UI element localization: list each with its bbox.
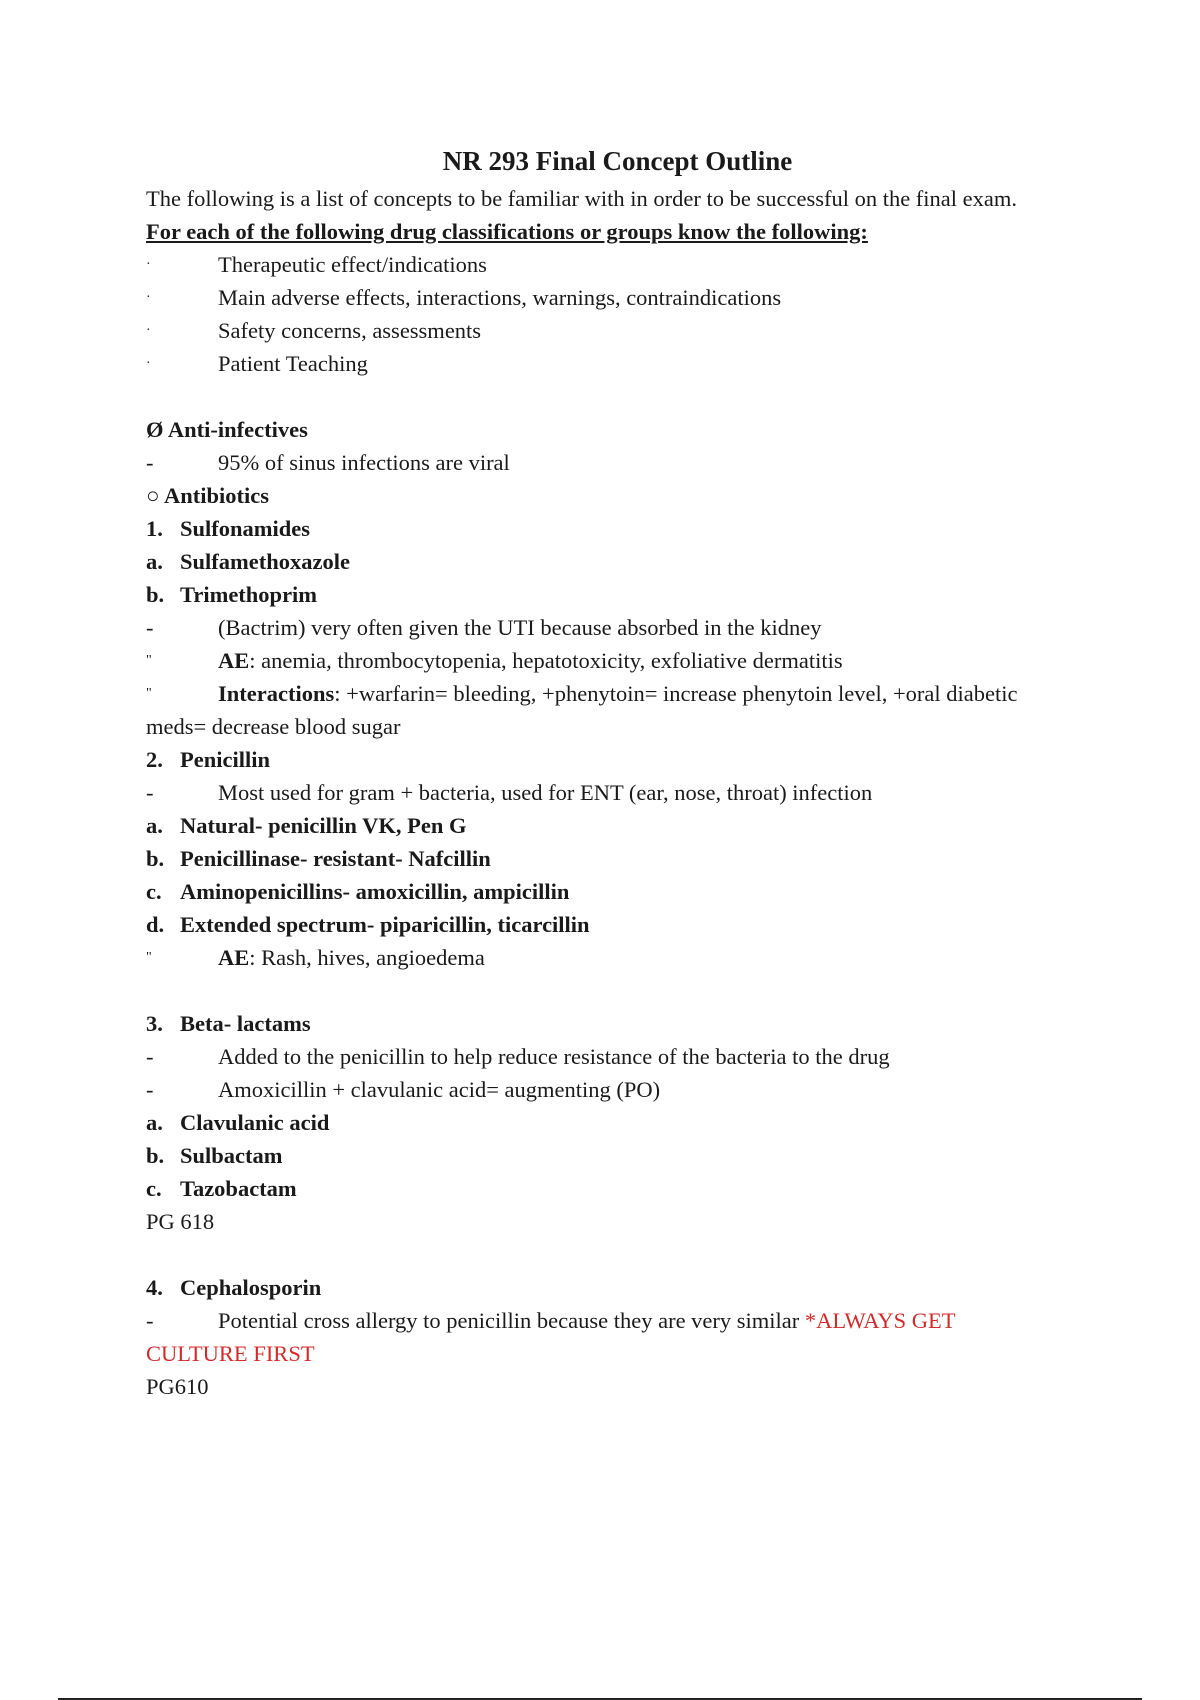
drug-subitem: a. Sulfamethoxazole	[146, 549, 350, 574]
note-line: - 95% of sinus infections are viral	[146, 446, 1146, 479]
interactions-continued: meds= decrease blood sugar	[146, 714, 401, 739]
outline-body	[146, 182, 1146, 1403]
section-anti-infectives: Ø Anti-infectives	[146, 417, 308, 442]
instruction-heading: For each of the following drug classifications or groups know the following:	[146, 219, 868, 244]
page-reference: PG 618	[146, 1209, 215, 1234]
note-line: - Most used for gram + bacteria, used for ENT (ear, nose, throat) infection	[146, 776, 1146, 809]
dash-marker: -	[146, 1308, 154, 1333]
drug-subitem: c. Tazobactam	[146, 1176, 297, 1201]
bullet-marker: ·	[146, 290, 151, 305]
drug-subitem: a. Clavulanic acid	[146, 1110, 330, 1135]
drug-class-sulfonamides: 1. Sulfonamides	[146, 516, 311, 541]
adverse-effects-line: " AE: Rash, hives, angioedema	[146, 941, 1146, 974]
know-item: · Therapeutic effect/indications	[146, 248, 1146, 281]
bullet-marker: ·	[146, 356, 151, 371]
dash-marker: -	[146, 615, 154, 640]
dash-marker: -	[146, 450, 154, 475]
drug-subitem: b. Trimethoprim	[146, 582, 318, 607]
section-antibiotics: ○ Antibiotics	[146, 483, 269, 508]
quote-marker: "	[146, 950, 152, 965]
circle-bullet-icon: ○	[146, 483, 160, 508]
drug-subitem: c. Aminopenicillins- amoxicillin, ampicillin	[146, 879, 570, 904]
page-title: NR 293 Final Concept Outline	[442, 146, 793, 176]
dash-marker: -	[146, 1077, 154, 1102]
interactions-line: " Interactions: +warfarin= bleeding, +phenytoin= increase phenytoin level, +oral diabetic	[146, 677, 1146, 710]
bullet-marker: ·	[146, 257, 151, 272]
note-line: - (Bactrim) very often given the UTI because absorbed in the kidney	[146, 611, 1146, 644]
dash-marker: -	[146, 780, 154, 805]
note-line: - Potential cross allergy to penicillin because they are very similar *ALWAYS GET	[146, 1304, 1146, 1337]
adverse-effects-line: " AE: anemia, thrombocytopenia, hepatotoxicity, exfoliative dermatitis	[146, 644, 1146, 677]
know-item: · Safety concerns, assessments	[146, 314, 1146, 347]
drug-class-cephalosporin: 4. Cephalosporin	[146, 1275, 322, 1300]
drug-subitem: d. Extended spectrum- piparicillin, ticarcillin	[146, 912, 590, 937]
note-line: - Added to the penicillin to help reduce resistance of the bacteria to the drug	[146, 1040, 1146, 1073]
know-item: · Main adverse effects, interactions, warnings, contraindications	[146, 281, 1146, 314]
bullet-marker: ·	[146, 323, 151, 338]
quote-marker: "	[146, 686, 152, 701]
intro-text: The following is a list of concepts to be familiar with in order to be successful on the final exam.	[146, 186, 1018, 211]
quote-marker: "	[146, 653, 152, 668]
culture-warning-continued: CULTURE FIRST	[146, 1341, 315, 1366]
note-line: - Amoxicillin + clavulanic acid= augmenting (PO)	[146, 1073, 1146, 1106]
drug-subitem: b. Penicillinase- resistant- Nafcillin	[146, 846, 491, 871]
dash-marker: -	[146, 1044, 154, 1069]
empty-set-icon: Ø	[146, 417, 164, 442]
drug-class-beta-lactams: 3. Beta- lactams	[146, 1011, 311, 1036]
drug-subitem: a. Natural- penicillin VK, Pen G	[146, 813, 467, 838]
culture-warning: *ALWAYS GET	[804, 1308, 956, 1333]
page-reference: PG610	[146, 1374, 209, 1399]
drug-subitem: b. Sulbactam	[146, 1143, 283, 1168]
know-item: · Patient Teaching	[146, 347, 1146, 380]
drug-class-penicillin: 2. Penicillin	[146, 747, 270, 772]
